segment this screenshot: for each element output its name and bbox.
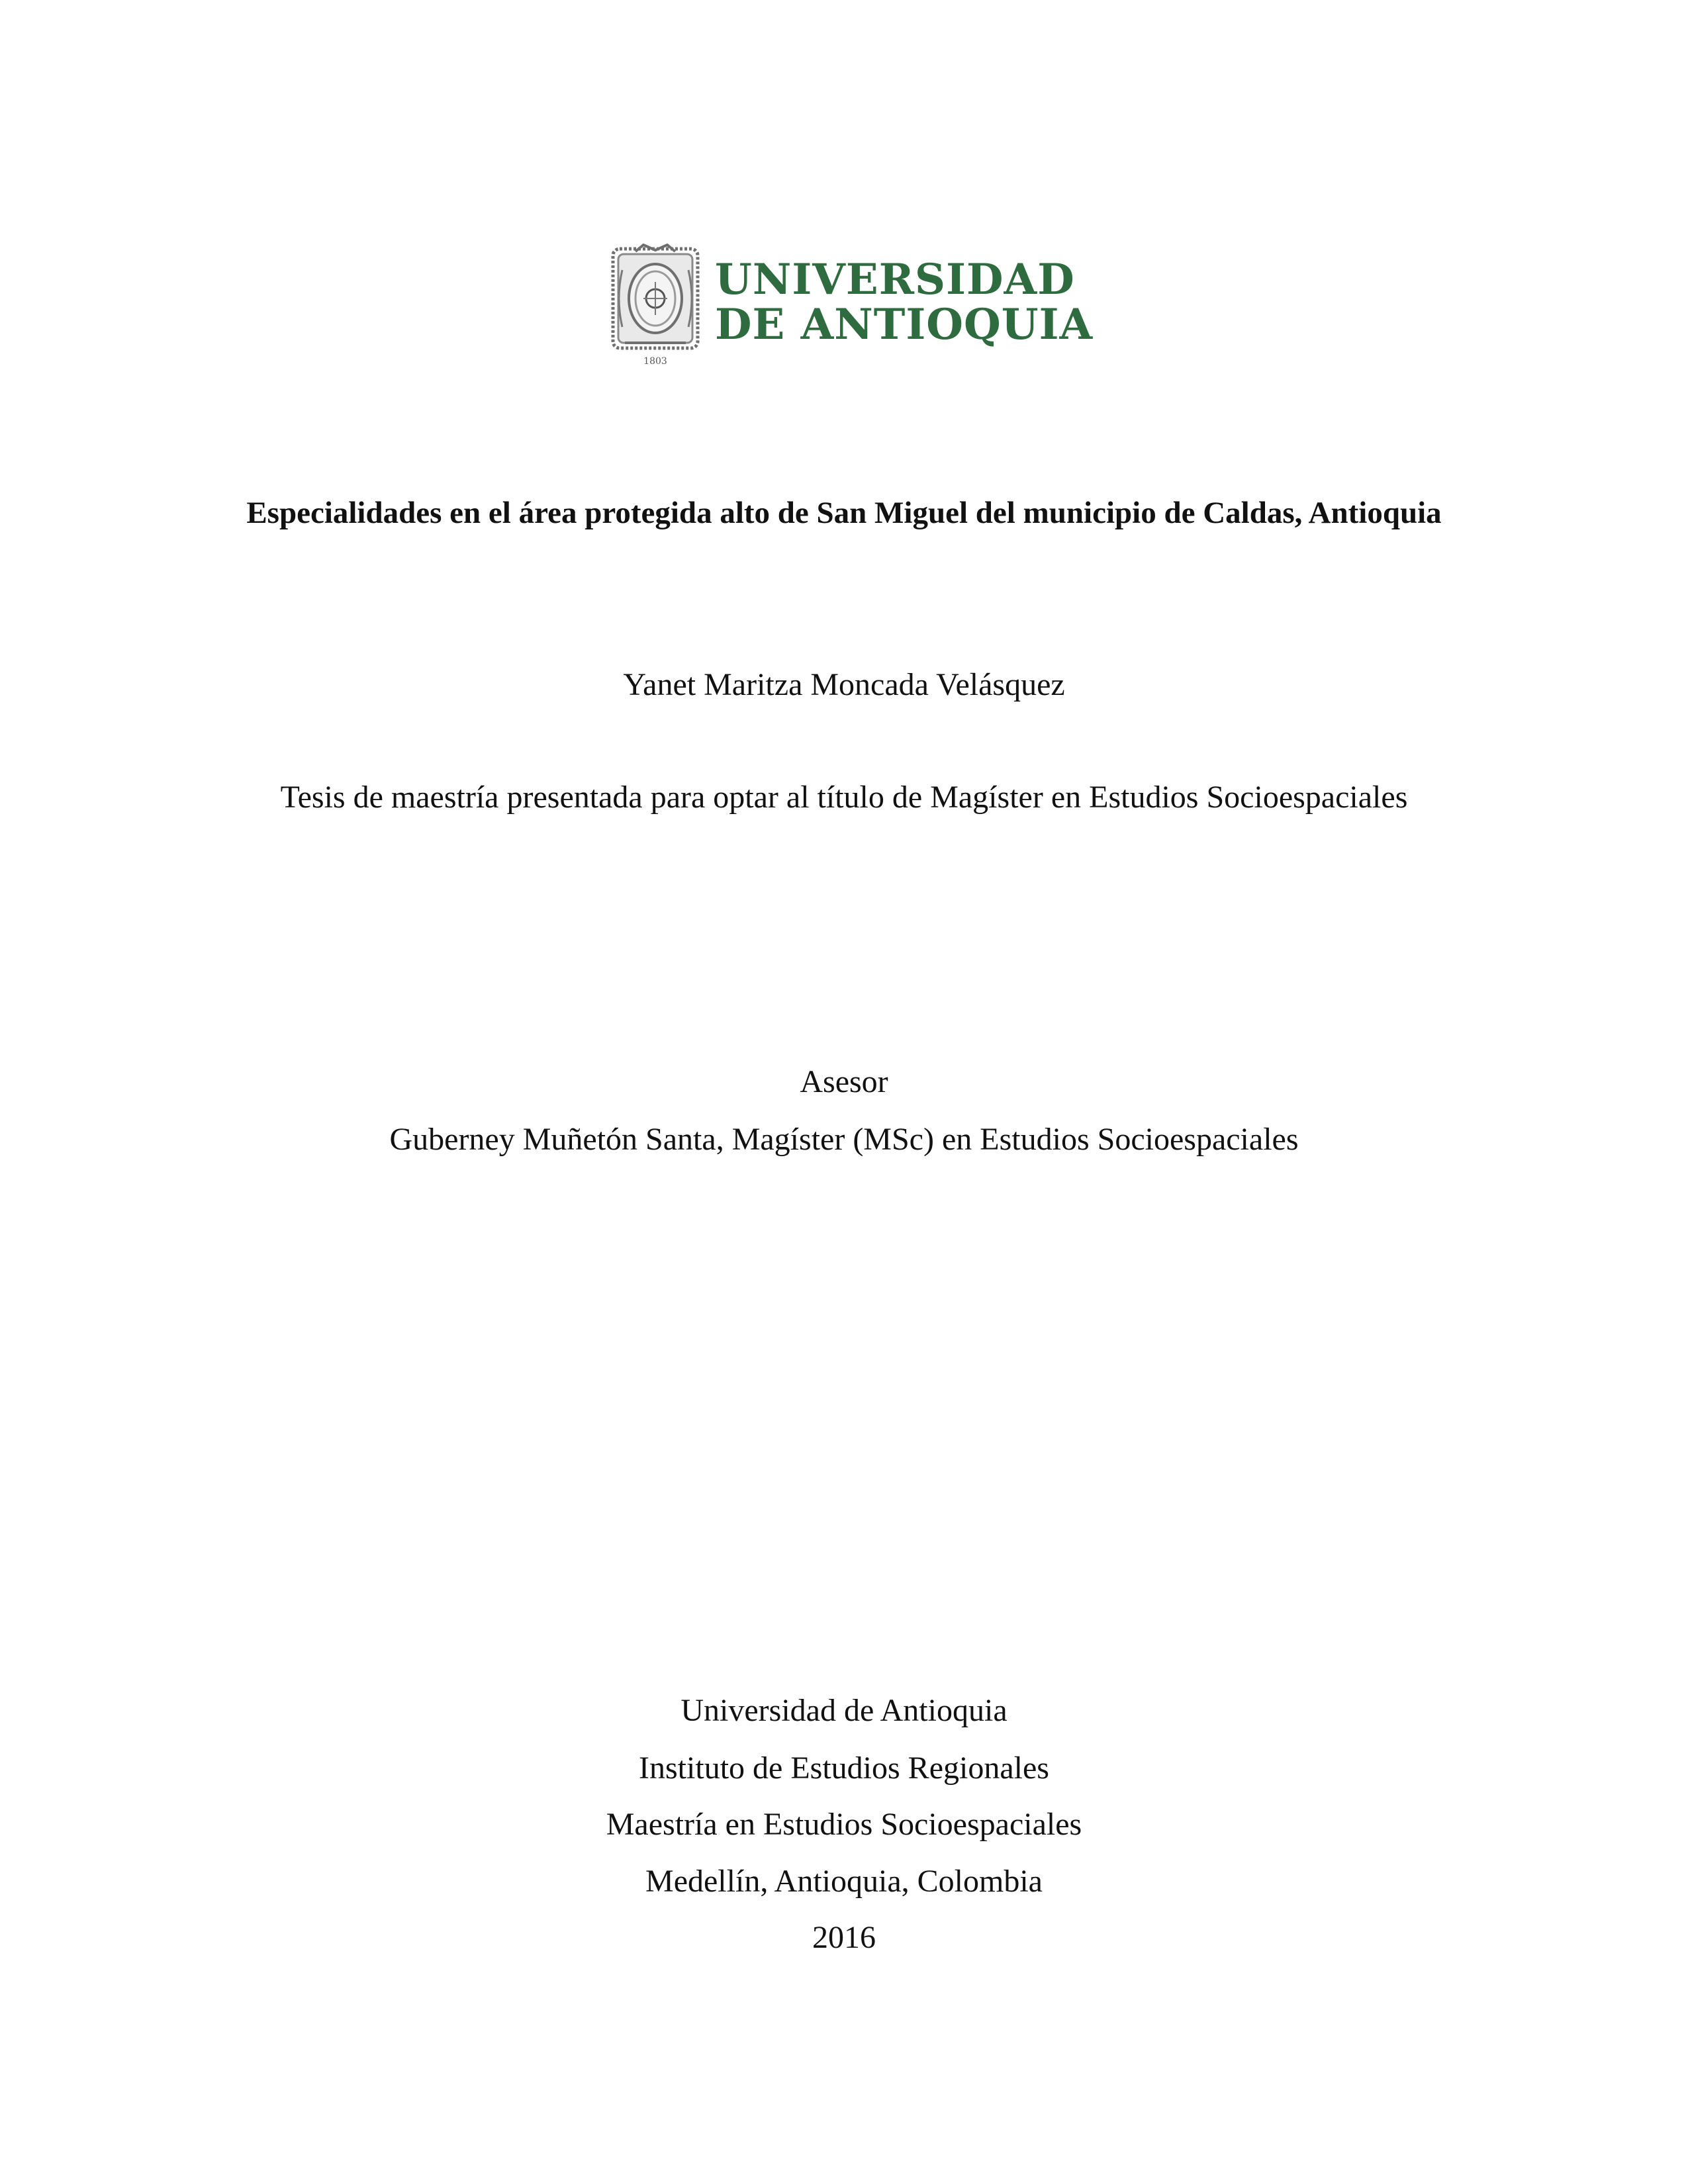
author-name: Yanet Maritza Moncada Velásquez [623, 667, 1065, 702]
university-name: Universidad de Antioquia [680, 1693, 1008, 1728]
location: Medellín, Antioquia, Colombia [645, 1864, 1043, 1899]
advisor-label: Asesor [800, 1064, 888, 1099]
wordmark-line-1: UNIVERSIDAD [715, 255, 1075, 304]
thesis-title: Especialidades en el área protegida alto de San Miguel del municipio de Caldas, Antioquia [246, 496, 1442, 530]
university-wordmark [715, 244, 1094, 356]
degree-statement: Tesis de maestría presentada para optar al título de Magíster en Estudios Socioespaciales [280, 780, 1408, 815]
advisor-name: Guberney Muñetón Santa, Magíster (MSc) en Estudios Socioespaciales [389, 1122, 1299, 1157]
wordmark-line-2: DE ANTIOQUIA [715, 300, 1094, 349]
university-logo [609, 244, 1094, 369]
year: 2016 [812, 1920, 876, 1955]
program-name: Maestría en Estudios Socioespaciales [606, 1807, 1082, 1842]
university-seal-icon [609, 244, 702, 369]
seal-year: 1803 [643, 356, 667, 367]
institute-name: Instituto de Estudios Regionales [639, 1751, 1049, 1786]
